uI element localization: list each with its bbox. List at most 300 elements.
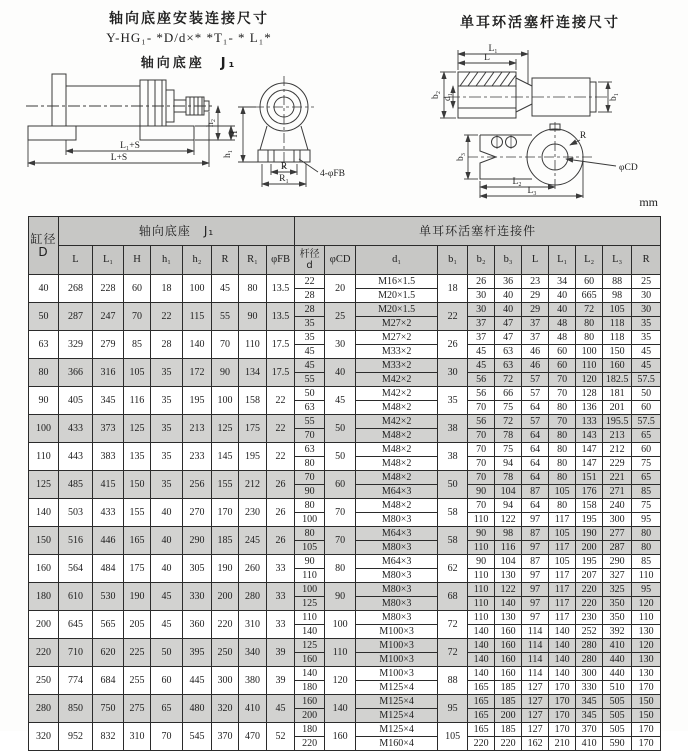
table-cell: 160 — [603, 359, 632, 373]
table-cell: 185 — [495, 695, 522, 709]
dim-label-l1-s: L₁+S — [120, 141, 140, 151]
table-cell: 94 — [495, 499, 522, 513]
table-cell: 170 — [549, 695, 576, 709]
table-cell: 165 — [468, 681, 495, 695]
table-cell: 80 — [295, 499, 325, 513]
table-cell: 63 — [495, 359, 522, 373]
table-cell: 212 — [603, 443, 632, 457]
table-row — [29, 387, 661, 401]
table-cell: 97 — [522, 541, 549, 555]
table-cell: 40 — [151, 555, 183, 583]
table-cell: 33 — [267, 583, 295, 611]
table-cell: 37 — [522, 331, 549, 345]
table-cell: 80 — [549, 457, 576, 471]
axial-caption: 轴向底座 J₁ — [140, 56, 238, 71]
table-cell: 133 — [576, 415, 603, 429]
table-cell: 170 — [212, 499, 239, 527]
col-header-rod-d: 杆径 d — [295, 246, 325, 275]
table-cell: M33×2 — [356, 359, 438, 373]
table-cell: 140 — [183, 331, 212, 359]
table-cell: 95 — [632, 513, 661, 527]
table-cell: 484 — [93, 555, 124, 583]
table-cell: 57.5 — [632, 415, 661, 429]
table-cell: 117 — [549, 569, 576, 583]
table-cell: 40 — [151, 499, 183, 527]
table-cell: 268 — [59, 275, 93, 303]
table-cell: 29 — [522, 303, 549, 317]
table-cell: 25 — [325, 303, 356, 331]
table-cell: 505 — [603, 723, 632, 737]
table-cell: 62 — [438, 555, 468, 583]
table-cell: 50 — [29, 303, 59, 331]
table-cell: 80 — [576, 331, 603, 345]
table-cell: 100 — [295, 513, 325, 527]
table-cell: 105 — [603, 303, 632, 317]
table-cell: 37 — [468, 317, 495, 331]
table-cell: 280 — [576, 653, 603, 667]
table-cell: 345 — [576, 709, 603, 723]
table-cell: 70 — [549, 387, 576, 401]
table-cell: 225 — [124, 639, 151, 667]
table-cell: 25 — [632, 275, 661, 289]
table-cell: 56 — [468, 415, 495, 429]
col-header-H: H — [124, 246, 151, 275]
table-cell: 64 — [522, 499, 549, 513]
table-cell: 50 — [632, 387, 661, 401]
table-cell: 26 — [468, 275, 495, 289]
table-cell: M48×2 — [356, 429, 438, 443]
table-cell: 88 — [603, 275, 632, 289]
table-cell: 165 — [468, 723, 495, 737]
table-cell: 565 — [93, 611, 124, 639]
table-cell: 205 — [124, 611, 151, 639]
table-cell: 190 — [212, 555, 239, 583]
table-cell: 125 — [295, 597, 325, 611]
table-cell: 110 — [295, 611, 325, 625]
table-cell: 220 — [576, 597, 603, 611]
table-cell: 140 — [468, 653, 495, 667]
table-cell: 85 — [632, 485, 661, 499]
table-cell: M100×3 — [356, 667, 438, 681]
table-cell: 40 — [549, 289, 576, 303]
table-cell: 410 — [603, 639, 632, 653]
table-cell: 94 — [495, 457, 522, 471]
table-row — [29, 471, 661, 485]
table-cell: 90 — [468, 485, 495, 499]
table-cell: 330 — [183, 583, 212, 611]
table-cell: 30 — [632, 303, 661, 317]
table-cell: M80×3 — [356, 597, 438, 611]
table-cell: 100 — [576, 345, 603, 359]
table-cell: 87 — [522, 527, 549, 541]
col-header-L: L — [59, 246, 93, 275]
table-cell: 58 — [438, 499, 468, 527]
dim-label-r1: R₁ — [279, 174, 289, 184]
table-cell: 100 — [183, 275, 212, 303]
table-cell: 70 — [151, 723, 183, 751]
table-cell: 127 — [522, 695, 549, 709]
table-cell: 151 — [576, 471, 603, 485]
table-cell: 503 — [59, 499, 93, 527]
table-cell: 120 — [632, 597, 661, 611]
dim-label-d1: d₁ — [443, 92, 453, 102]
table-cell: 114 — [522, 653, 549, 667]
table-cell: 45 — [295, 345, 325, 359]
table-cell: 97 — [522, 597, 549, 611]
table-cell: 45 — [267, 695, 295, 723]
table-cell: 100 — [325, 611, 356, 639]
table-cell: 22 — [267, 387, 295, 415]
table-cell: 150 — [124, 471, 151, 499]
table-cell: M80×3 — [356, 541, 438, 555]
table-cell: 50 — [438, 471, 468, 499]
table-cell: 127 — [522, 681, 549, 695]
table-cell: 200 — [29, 611, 59, 639]
table-cell: 287 — [603, 541, 632, 555]
table-cell: 22 — [438, 303, 468, 331]
table-cell: 17.5 — [267, 359, 295, 387]
dim-label-cd: φCD — [619, 163, 638, 173]
table-cell: 140 — [29, 499, 59, 527]
dim-label-h: H — [230, 130, 240, 138]
table-cell: 40 — [29, 275, 59, 303]
dim-label-h2: h₂ — [206, 118, 216, 128]
table-cell: 33 — [267, 611, 295, 639]
table-cell: 380 — [239, 667, 267, 695]
table-cell: 110 — [468, 611, 495, 625]
table-cell: 247 — [93, 303, 124, 331]
table-cell: 64 — [522, 429, 549, 443]
table-cell: 545 — [183, 723, 212, 751]
dim-label-r: R — [280, 162, 288, 172]
table-cell: 80 — [295, 457, 325, 471]
table-cell: 100 — [212, 387, 239, 415]
table-cell: 172 — [183, 359, 212, 387]
table-cell: 505 — [603, 695, 632, 709]
table-cell: 155 — [212, 471, 239, 499]
table-cell: 405 — [59, 387, 93, 415]
table-cell: 55 — [295, 373, 325, 387]
table-cell: 20 — [325, 275, 356, 303]
table-cell: 110 — [468, 513, 495, 527]
table-cell: 140 — [495, 597, 522, 611]
table-cell: M100×3 — [356, 625, 438, 639]
col-header-h1: h₁ — [151, 246, 183, 275]
table-cell: 28 — [295, 289, 325, 303]
table-cell: 26 — [267, 527, 295, 555]
table-cell: M125×4 — [356, 681, 438, 695]
table-cell: 80 — [295, 527, 325, 541]
table-cell: 23 — [522, 275, 549, 289]
table-cell: 290 — [183, 527, 212, 555]
table-cell: 72 — [495, 373, 522, 387]
dim-label-l2: L₂ — [512, 177, 522, 187]
table-cell: 200 — [212, 583, 239, 611]
col-header-bore: 缸径 D — [29, 217, 59, 275]
table-cell: 47 — [495, 317, 522, 331]
table-cell: 170 — [632, 681, 661, 695]
table-cell: M64×3 — [356, 555, 438, 569]
table-cell: 56 — [468, 387, 495, 401]
dim-label-b2: b₂ — [431, 90, 441, 100]
table-cell: 117 — [549, 597, 576, 611]
table-cell: 63 — [29, 331, 59, 359]
table-cell: M42×2 — [356, 415, 438, 429]
col-header-h2: h₂ — [183, 246, 212, 275]
unit-label: mm — [639, 195, 658, 209]
table-cell: 446 — [93, 527, 124, 555]
table-header — [29, 217, 661, 275]
table-cell: 260 — [239, 555, 267, 583]
table-cell: 29 — [522, 289, 549, 303]
table-cell: 117 — [549, 541, 576, 555]
table-cell: 35 — [151, 471, 183, 499]
table-cell: 252 — [576, 625, 603, 639]
table-cell: 40 — [549, 303, 576, 317]
table-cell: 230 — [576, 611, 603, 625]
table-cell: 832 — [93, 723, 124, 751]
col-header-L2: L₂ — [576, 246, 603, 275]
table-cell: 46 — [522, 359, 549, 373]
table-cell: M48×2 — [356, 443, 438, 457]
table-cell: 104 — [495, 485, 522, 499]
table-cell: 110 — [295, 569, 325, 583]
table-cell: 320 — [29, 723, 59, 751]
cylinder-end-view — [254, 76, 314, 170]
table-cell: M16×1.5 — [356, 275, 438, 289]
table-cell: M160×4 — [356, 737, 438, 751]
table-cell: 118 — [603, 331, 632, 345]
table-cell: 64 — [522, 471, 549, 485]
table-cell: 56 — [468, 373, 495, 387]
table-cell: 80 — [29, 359, 59, 387]
table-cell: 485 — [59, 471, 93, 499]
table-cell: 114 — [522, 639, 549, 653]
table-cell: 774 — [59, 667, 93, 695]
table-cell: 310 — [239, 611, 267, 639]
table-cell: 160 — [495, 639, 522, 653]
table-cell: 170 — [549, 723, 576, 737]
table-cell: 122 — [495, 583, 522, 597]
table-cell: 26 — [267, 471, 295, 499]
table-cell: 105 — [549, 555, 576, 569]
table-cell: 240 — [603, 499, 632, 513]
table-cell: 30 — [468, 289, 495, 303]
table-cell: 165 — [124, 527, 151, 555]
table-cell: 110 — [632, 611, 661, 625]
table-cell: 290 — [603, 555, 632, 569]
table-cell: 370 — [212, 723, 239, 751]
table-cell: 45 — [468, 359, 495, 373]
table-cell: 105 — [295, 541, 325, 555]
col-header-d1: d₁ — [356, 246, 438, 275]
table-cell: 70 — [549, 415, 576, 429]
table-cell: 155 — [124, 499, 151, 527]
table-cell: 45 — [325, 387, 356, 415]
table-cell: 80 — [576, 317, 603, 331]
table-cell: 17.5 — [267, 331, 295, 359]
table-cell: 280 — [239, 583, 267, 611]
table-cell: 256 — [183, 471, 212, 499]
table-cell: 185 — [495, 681, 522, 695]
table-cell: 50 — [151, 639, 183, 667]
col-header-L3: L₃ — [603, 246, 632, 275]
table-cell: 170 — [549, 681, 576, 695]
table-cell: 373 — [93, 415, 124, 443]
table-cell: 65 — [151, 695, 183, 723]
table-cell: 120 — [576, 373, 603, 387]
table-cell: 305 — [183, 555, 212, 583]
table-cell: 60 — [151, 667, 183, 695]
table-cell: 245 — [239, 527, 267, 555]
cylinder-side-view — [26, 74, 212, 140]
table-cell: 64 — [522, 457, 549, 471]
table-cell: 175 — [239, 415, 267, 443]
table-cell: 300 — [212, 667, 239, 695]
table-cell: 162 — [522, 737, 549, 751]
table-cell: 98 — [495, 527, 522, 541]
table-cell: 150 — [29, 527, 59, 555]
table-cell: M48×2 — [356, 457, 438, 471]
table-cell: M27×2 — [356, 331, 438, 345]
table-cell: 360 — [183, 611, 212, 639]
table-cell: 60 — [576, 275, 603, 289]
table-cell: 35 — [151, 359, 183, 387]
table-cell: 45 — [151, 611, 183, 639]
table-cell: 87 — [522, 485, 549, 499]
table-cell: 134 — [239, 359, 267, 387]
table-cell: 329 — [59, 331, 93, 359]
table-cell: 170 — [549, 709, 576, 723]
table-cell: 445 — [183, 667, 212, 695]
table-cell: 45 — [632, 359, 661, 373]
table-cell: 55 — [212, 303, 239, 331]
table-cell: M100×3 — [356, 653, 438, 667]
table-row — [29, 611, 661, 625]
table-cell: 190 — [124, 583, 151, 611]
table-cell: M48×2 — [356, 499, 438, 513]
table-cell: 105 — [438, 723, 468, 751]
table-cell: 510 — [603, 681, 632, 695]
table-cell: 110 — [239, 331, 267, 359]
table-cell: 30 — [468, 303, 495, 317]
table-row — [29, 443, 661, 457]
table-cell: 140 — [549, 653, 576, 667]
table-cell: 220 — [576, 583, 603, 597]
table-cell: 135 — [124, 443, 151, 471]
table-cell: 210 — [549, 737, 576, 751]
table-cell: 35 — [151, 387, 183, 415]
table-cell: 220 — [468, 737, 495, 751]
table-cell: 850 — [59, 695, 93, 723]
table-cell: 176 — [576, 485, 603, 499]
table-cell: 140 — [549, 639, 576, 653]
table-row — [29, 639, 661, 653]
table-cell: 345 — [93, 387, 124, 415]
table-cell: 140 — [468, 639, 495, 653]
table-cell: 505 — [603, 709, 632, 723]
table-cell: M125×4 — [356, 709, 438, 723]
table-cell: 110 — [29, 443, 59, 471]
table-cell: 128 — [576, 387, 603, 401]
table-cell: 366 — [59, 359, 93, 387]
col-header-CD: φCD — [325, 246, 356, 275]
table-cell: 325 — [603, 583, 632, 597]
table-cell: 90 — [468, 555, 495, 569]
table-cell: 57 — [522, 387, 549, 401]
table-cell: 370 — [576, 723, 603, 737]
table-cell: 37 — [522, 317, 549, 331]
table-cell: 160 — [295, 695, 325, 709]
table-cell: 22 — [267, 443, 295, 471]
table-cell: 115 — [183, 303, 212, 331]
table-cell: 300 — [576, 667, 603, 681]
table-cell: 70 — [468, 401, 495, 415]
table-row — [29, 723, 661, 737]
table-cell: 38 — [438, 443, 468, 471]
table-cell: 68 — [438, 583, 468, 611]
rod-eye-title: 单耳环活塞杆连接尺寸 — [460, 15, 620, 31]
table-cell: 70 — [468, 499, 495, 513]
dimension-table — [28, 216, 661, 751]
table-cell: 65 — [632, 429, 661, 443]
dim-label-l3: L₃ — [527, 186, 537, 196]
table-cell: 48 — [549, 331, 576, 345]
rod-eye-diagram — [420, 44, 672, 199]
table-cell: 228 — [93, 275, 124, 303]
table-cell: 87 — [522, 555, 549, 569]
table-cell: 105 — [549, 485, 576, 499]
table-cell: 136 — [576, 401, 603, 415]
table-cell: 30 — [438, 359, 468, 387]
table-cell: 530 — [93, 583, 124, 611]
table-cell: 195 — [576, 555, 603, 569]
table-cell: M33×2 — [356, 345, 438, 359]
table-cell: 143 — [576, 429, 603, 443]
table-cell: 18 — [151, 275, 183, 303]
table-cell: 122 — [495, 513, 522, 527]
table-cell: 645 — [59, 611, 93, 639]
table-cell: 410 — [576, 737, 603, 751]
table-cell: 140 — [325, 695, 356, 723]
group-header-axial: 轴向底座 J₁ — [59, 217, 295, 246]
table-cell: 195 — [576, 513, 603, 527]
table-cell: 33 — [267, 555, 295, 583]
table-cell: 26 — [438, 331, 468, 359]
table-cell: M48×2 — [356, 401, 438, 415]
col-header-R-rod: R — [632, 246, 661, 275]
table-cell: 110 — [468, 597, 495, 611]
table-cell: 952 — [59, 723, 93, 751]
col-header-b2: b₂ — [468, 246, 495, 275]
col-header-FB: φFB — [267, 246, 295, 275]
table-cell: 100 — [29, 415, 59, 443]
table-cell: 665 — [576, 289, 603, 303]
table-cell: 590 — [603, 737, 632, 751]
table-cell: 110 — [468, 583, 495, 597]
table-cell: 300 — [603, 513, 632, 527]
dim-label-h1: h₁ — [223, 149, 233, 159]
table-cell: 80 — [632, 541, 661, 555]
table-cell: 55 — [295, 415, 325, 429]
table-cell: 50 — [325, 415, 356, 443]
table-cell: 200 — [295, 709, 325, 723]
table-cell: 279 — [93, 331, 124, 359]
table-cell: 200 — [495, 709, 522, 723]
table-cell: 75 — [495, 443, 522, 457]
col-header-b3: b₃ — [495, 246, 522, 275]
table-cell: 250 — [212, 639, 239, 667]
